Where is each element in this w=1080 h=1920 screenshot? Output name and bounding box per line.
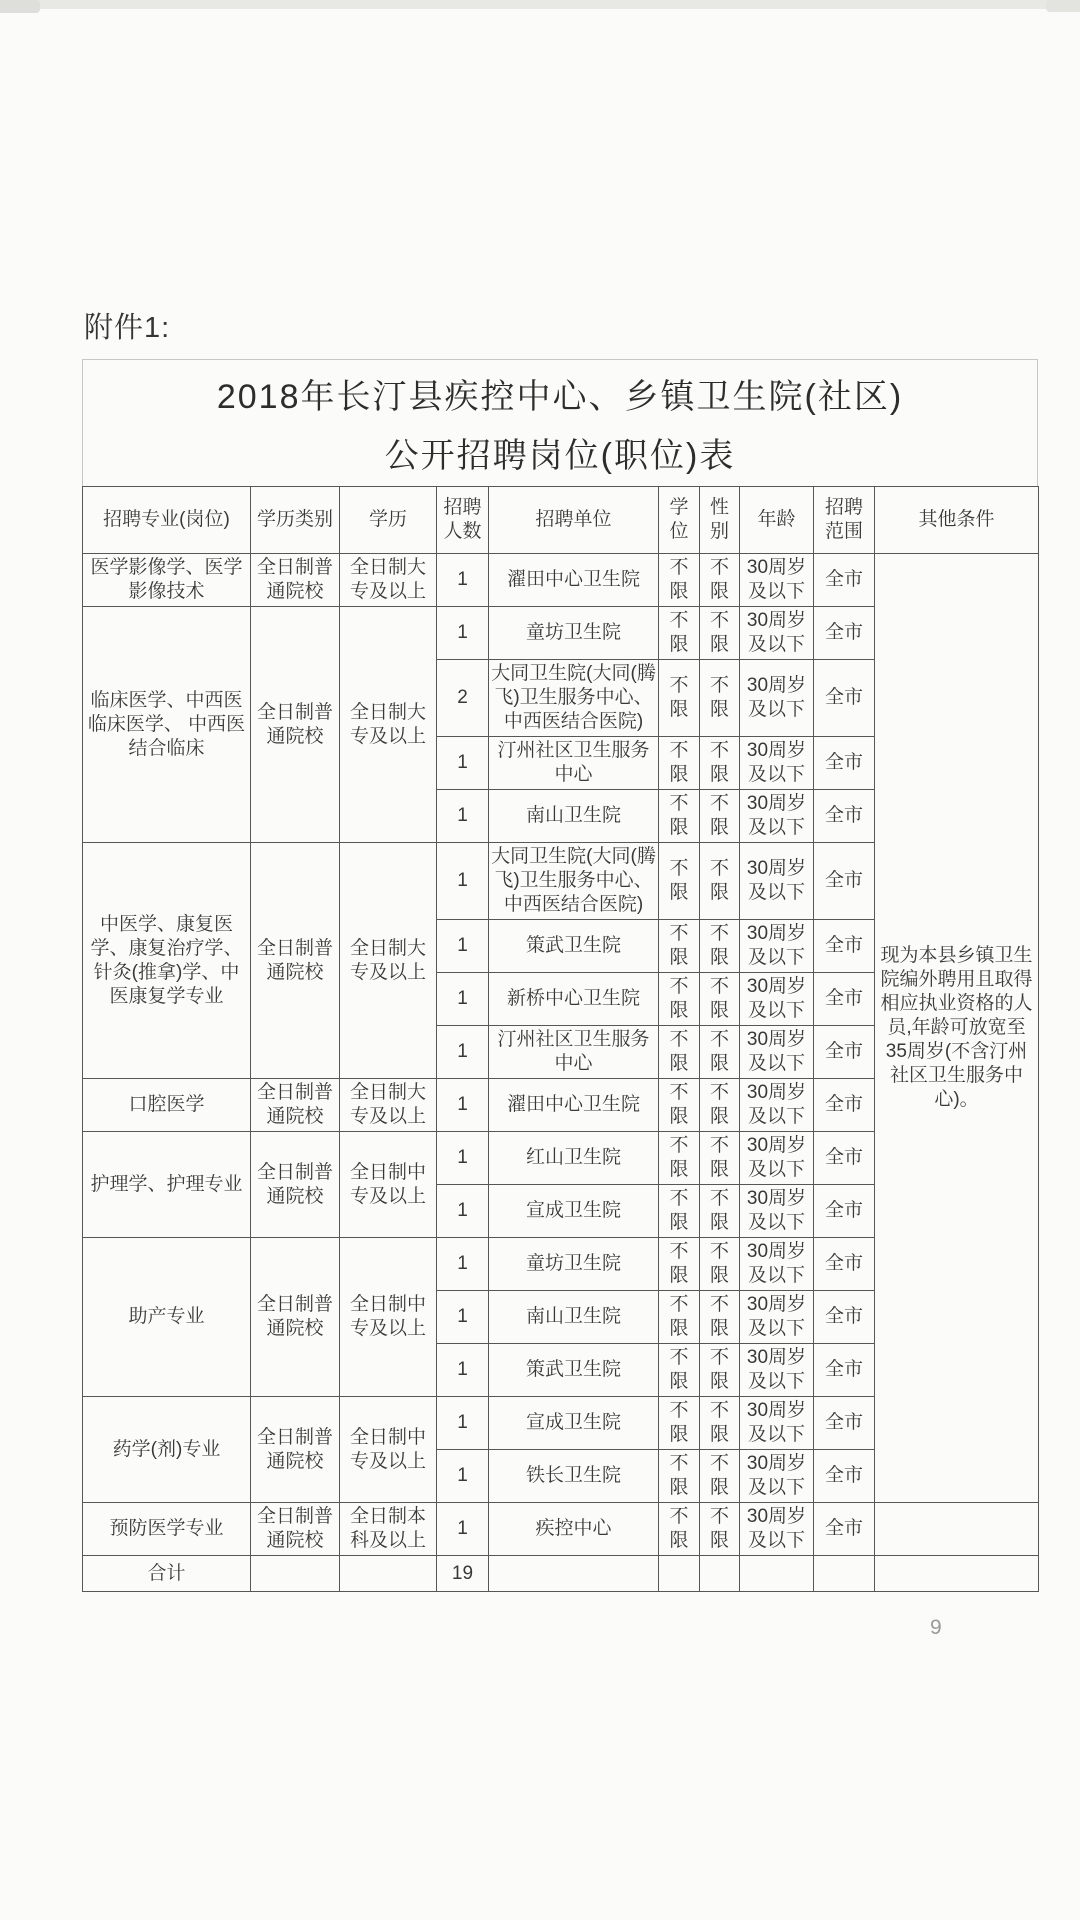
edu-type-cell: 全日制普通院校 [251,1079,340,1132]
scope-cell: 全市 [814,660,875,737]
count-cell: 1 [437,607,489,660]
major-cell: 药学(剂)专业 [83,1397,251,1503]
unit-cell: 宣成卫生院 [489,1397,659,1450]
unit-cell: 大同卫生院(大同(腾飞)卫生服务中心、中西医结合医院) [489,660,659,737]
age-cell: 30周岁及以下 [740,607,814,660]
gender-cell: 不限 [700,1344,740,1397]
scope-cell: 全市 [814,1185,875,1238]
gender-cell: 不限 [700,660,740,737]
degree-req-cell: 不限 [659,1503,700,1556]
degree-req-cell: 不限 [659,790,700,843]
unit-cell: 濯田中心卫生院 [489,1079,659,1132]
gender-cell: 不限 [700,1132,740,1185]
scope-cell: 全市 [814,737,875,790]
count-cell: 1 [437,1026,489,1079]
age-cell: 30周岁及以下 [740,737,814,790]
count-cell: 1 [437,1185,489,1238]
total-row [83,1556,1039,1592]
unit-cell: 童坊卫生院 [489,607,659,660]
scope-cell: 全市 [814,920,875,973]
count-cell: 1 [437,1503,489,1556]
scope-cell: 全市 [814,1344,875,1397]
age-cell: 30周岁及以下 [740,1344,814,1397]
gender-cell: 不限 [700,843,740,920]
degree-cell: 全日制中专及以上 [340,1132,437,1238]
count-cell: 1 [437,1291,489,1344]
table-row [83,554,1039,607]
degree-cell: 全日制中专及以上 [340,1238,437,1397]
gender-cell: 不限 [700,1238,740,1291]
total-empty-cell [740,1556,814,1592]
edu-type-cell: 全日制普通院校 [251,1397,340,1503]
age-cell: 30周岁及以下 [740,1291,814,1344]
gender-cell: 不限 [700,607,740,660]
scope-cell: 全市 [814,554,875,607]
gender-cell: 不限 [700,554,740,607]
count-cell: 1 [437,920,489,973]
age-cell: 30周岁及以下 [740,920,814,973]
gender-cell: 不限 [700,973,740,1026]
unit-cell: 策武卫生院 [489,920,659,973]
age-cell: 30周岁及以下 [740,1450,814,1503]
degree-req-cell: 不限 [659,554,700,607]
page-separator-right-edge [1046,0,1080,12]
table-title-line1: 2018年长汀县疾控中心、乡镇卫生院(社区) [216,378,904,417]
degree-cell: 全日制本科及以上 [340,1503,437,1556]
gender-cell: 不限 [700,1503,740,1556]
col-header-edu-type: 学历类别 [251,487,340,554]
edu-type-cell: 全日制普通院校 [251,1238,340,1397]
gender-cell: 不限 [700,737,740,790]
unit-cell: 铁长卫生院 [489,1450,659,1503]
col-header-count: 招聘人数 [437,487,489,554]
scope-cell: 全市 [814,843,875,920]
count-cell: 1 [437,1079,489,1132]
major-cell: 医学影像学、医学影像技术 [83,554,251,607]
age-cell: 30周岁及以下 [740,973,814,1026]
gender-cell: 不限 [700,1026,740,1079]
edu-type-cell: 全日制普通院校 [251,1503,340,1556]
scope-cell: 全市 [814,1132,875,1185]
count-cell: 1 [437,737,489,790]
degree-req-cell: 不限 [659,1344,700,1397]
scope-cell: 全市 [814,1026,875,1079]
unit-cell: 策武卫生院 [489,1344,659,1397]
edu-type-cell: 全日制普通院校 [251,843,340,1079]
edu-type-cell: 全日制普通院校 [251,554,340,607]
major-cell: 护理学、护理专业 [83,1132,251,1238]
total-empty-cell [251,1556,340,1592]
degree-cell: 全日制大专及以上 [340,1079,437,1132]
page-separator-band [0,0,1080,9]
age-cell: 30周岁及以下 [740,1079,814,1132]
count-cell: 1 [437,1344,489,1397]
degree-cell: 全日制大专及以上 [340,607,437,843]
other-conditions-cell: 现为本县乡镇卫生院编外聘用且取得相应执业资格的人员,年龄可放宽至35周岁(不含汀州社区卫生服务中心)。 [875,554,1039,1503]
recruitment-positions-table [82,486,1039,1592]
gender-cell: 不限 [700,920,740,973]
total-empty-cell [340,1556,437,1592]
total-empty-cell [659,1556,700,1592]
total-label-cell: 合计 [83,1556,251,1592]
unit-cell: 大同卫生院(大同(腾飞)卫生服务中心、中西医结合医院) [489,843,659,920]
total-empty-cell [700,1556,740,1592]
degree-req-cell: 不限 [659,737,700,790]
degree-req-cell: 不限 [659,1079,700,1132]
age-cell: 30周岁及以下 [740,1132,814,1185]
total-empty-cell [489,1556,659,1592]
major-cell: 预防医学专业 [83,1503,251,1556]
col-header-degree-req: 学位 [659,487,700,554]
total-empty-cell [875,1556,1039,1592]
age-cell: 30周岁及以下 [740,660,814,737]
unit-cell: 疾控中心 [489,1503,659,1556]
scope-cell: 全市 [814,1503,875,1556]
degree-req-cell: 不限 [659,920,700,973]
header-row [83,487,1039,554]
col-header-degree: 学历 [340,487,437,554]
edu-type-cell: 全日制普通院校 [251,1132,340,1238]
age-cell: 30周岁及以下 [740,1026,814,1079]
degree-cell: 全日制大专及以上 [340,554,437,607]
age-cell: 30周岁及以下 [740,1397,814,1450]
count-cell: 1 [437,973,489,1026]
degree-req-cell: 不限 [659,1450,700,1503]
age-cell: 30周岁及以下 [740,843,814,920]
col-header-other-conditions: 其他条件 [875,487,1039,554]
scope-cell: 全市 [814,607,875,660]
table-title-line2: 公开招聘岗位(职位)表 [384,436,736,475]
degree-cell: 全日制大专及以上 [340,843,437,1079]
gender-cell: 不限 [700,1185,740,1238]
scope-cell: 全市 [814,1450,875,1503]
gender-cell: 不限 [700,1079,740,1132]
degree-cell: 全日制中专及以上 [340,1397,437,1503]
count-cell: 1 [437,1450,489,1503]
unit-cell: 南山卫生院 [489,790,659,843]
count-cell: 1 [437,1132,489,1185]
age-cell: 30周岁及以下 [740,554,814,607]
unit-cell: 濯田中心卫生院 [489,554,659,607]
major-cell: 助产专业 [83,1238,251,1397]
degree-req-cell: 不限 [659,1185,700,1238]
count-cell: 1 [437,1397,489,1450]
unit-cell: 童坊卫生院 [489,1238,659,1291]
count-cell: 1 [437,554,489,607]
age-cell: 30周岁及以下 [740,1503,814,1556]
unit-cell: 宣成卫生院 [489,1185,659,1238]
unit-cell: 红山卫生院 [489,1132,659,1185]
col-header-unit: 招聘单位 [489,487,659,554]
edu-type-cell: 全日制普通院校 [251,607,340,843]
degree-req-cell: 不限 [659,1291,700,1344]
table-title-box [82,359,1038,487]
col-header-major: 招聘专业(岗位) [83,487,251,554]
age-cell: 30周岁及以下 [740,1238,814,1291]
degree-req-cell: 不限 [659,660,700,737]
total-count-cell: 19 [437,1556,489,1592]
other-conditions-empty-cell [875,1503,1039,1556]
major-cell: 临床医学、中西医临床医学、 中西医结合临床 [83,607,251,843]
degree-req-cell: 不限 [659,607,700,660]
major-cell: 中医学、康复医学、康复治疗学、 针灸(推拿)学、中医康复学专业 [83,843,251,1079]
gender-cell: 不限 [700,790,740,843]
gender-cell: 不限 [700,1450,740,1503]
unit-cell: 南山卫生院 [489,1291,659,1344]
scope-cell: 全市 [814,1238,875,1291]
unit-cell: 汀州社区卫生服务中心 [489,737,659,790]
degree-req-cell: 不限 [659,1026,700,1079]
scope-cell: 全市 [814,790,875,843]
age-cell: 30周岁及以下 [740,790,814,843]
degree-req-cell: 不限 [659,1238,700,1291]
gender-cell: 不限 [700,1291,740,1344]
degree-req-cell: 不限 [659,1397,700,1450]
col-header-scope: 招聘范围 [814,487,875,554]
table-row [83,1503,1039,1556]
degree-req-cell: 不限 [659,843,700,920]
count-cell: 1 [437,790,489,843]
total-empty-cell [814,1556,875,1592]
degree-req-cell: 不限 [659,973,700,1026]
attachment-label: 附件1: [84,312,171,344]
page-separator-left-edge [0,0,40,13]
unit-cell: 汀州社区卫生服务中心 [489,1026,659,1079]
age-cell: 30周岁及以下 [740,1185,814,1238]
col-header-age: 年龄 [740,487,814,554]
scope-cell: 全市 [814,1291,875,1344]
gender-cell: 不限 [700,1397,740,1450]
page-number: 9 [930,1616,942,1639]
count-cell: 1 [437,843,489,920]
count-cell: 2 [437,660,489,737]
col-header-gender: 性别 [700,487,740,554]
unit-cell: 新桥中心卫生院 [489,973,659,1026]
major-cell: 口腔医学 [83,1079,251,1132]
scope-cell: 全市 [814,1397,875,1450]
scope-cell: 全市 [814,1079,875,1132]
scope-cell: 全市 [814,973,875,1026]
count-cell: 1 [437,1238,489,1291]
degree-req-cell: 不限 [659,1132,700,1185]
